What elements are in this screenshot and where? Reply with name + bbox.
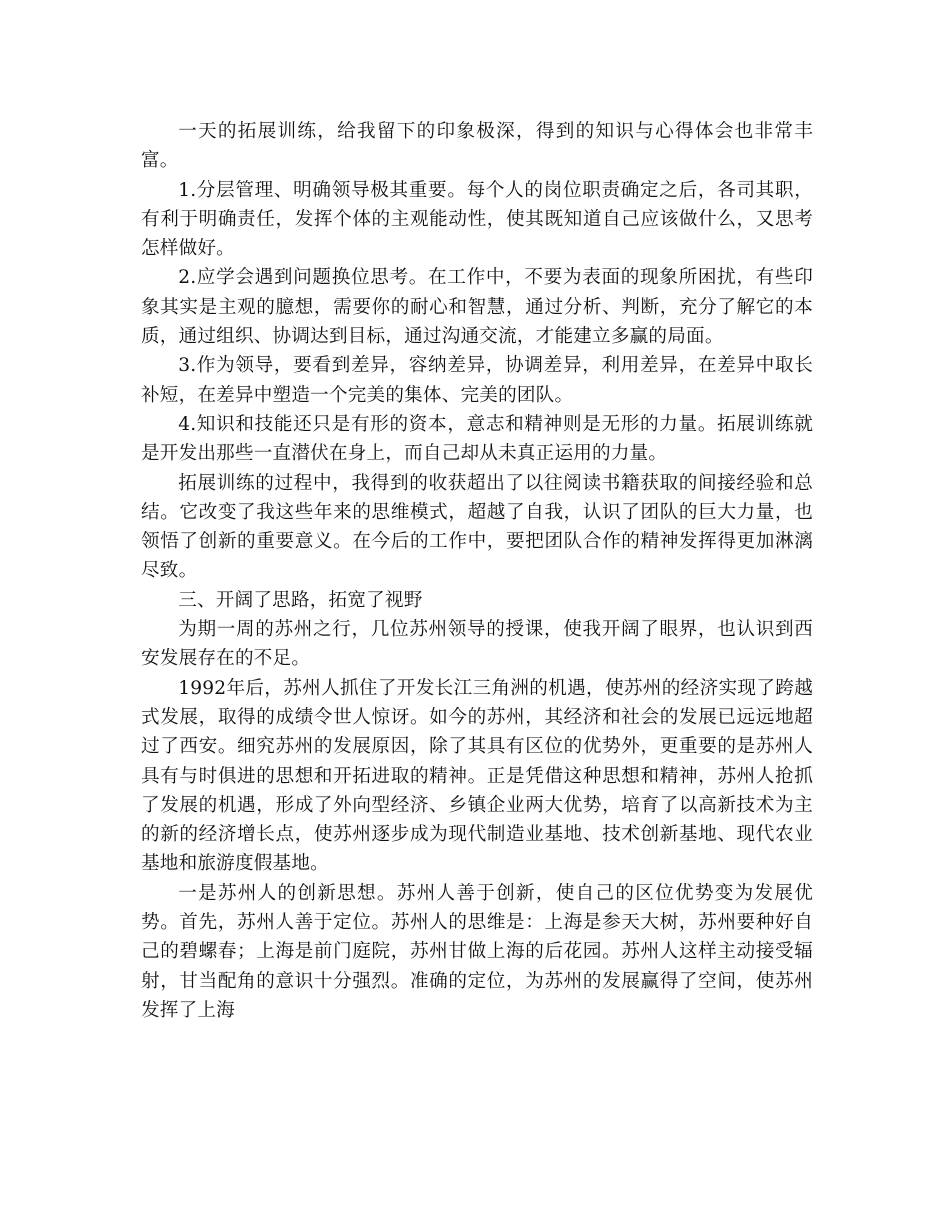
paragraph-point-1: 1.分层管理、明确领导极其重要。每个人的岗位职责确定之后，各司其职，有利于明确责任，发挥个体的主观能动性，使其既知道自己应该做什么，又思考怎样做好。 <box>141 179 813 260</box>
document-body <box>141 117 813 1025</box>
paragraph-point-2: 2.应学会遇到问题换位思考。在工作中，不要为表面的现象所困扰，有些印象其实是主观的臆想，需要你的耐心和智慧，通过分析、判断，充分了解它的本质，通过组织、协调达到目标，通过沟通交流，才能建立多赢的局面。 <box>141 267 813 348</box>
paragraph-summary: 拓展训练的过程中，我得到的收获超出了以往阅读书籍获取的间接经验和总结。它改变了我这些年来的思维模式，超越了自我，认识了团队的巨大力量，也领悟了创新的重要意义。在今后的工作中，要把团队合作的精神发挥得更加淋漓尽致。 <box>141 472 813 582</box>
paragraph-innovation: 一是苏州人的创新思想。苏州人善于创新，使自己的区位优势变为发展优势。首先，苏州人善于定位。苏州人的思维是：上海是参天大树，苏州要种好自己的碧螺春；上海是前门庭院，苏州甘做上海的后花园。苏州人这样主动接受辐射，甘当配角的意识十分强烈。准确的定位，为苏州的发展赢得了空间，使苏州发挥了上海 <box>141 882 813 1021</box>
paragraph-suzhou-trip: 为期一周的苏州之行，几位苏州领导的授课，使我开阔了眼界，也认识到西安发展存在的不足。 <box>141 619 813 670</box>
section-heading: 三、开阔了思路，拓宽了视野 <box>178 589 423 611</box>
paragraph-point-4: 4.知识和技能还只是有形的资本，意志和精神则是无形的力量。拓展训练就是开发出那些一直潜伏在身上，而自己却从未真正运用的力量。 <box>141 413 813 465</box>
paragraph-suzhou-development: 1992年后，苏州人抓住了开发长江三角洲的机遇，使苏州的经济实现了跨越式发展，取得的成绩令世人惊讶。如今的苏州，其经济和社会的发展已远远地超过了西安。细究苏州的发展原因，除了其具有区位的优势外，更重要的是苏州人具有与时俱进的思想和开拓进取的精神。正是凭借这种思想和精神，苏州人抢抓了发展的机遇，形成了外向型经济、乡镇企业两大优势，培育了以高新技术为主的新的经济增长点，使苏州逐步成为现代制造业基地、技术创新基地、现代农业基地和旅游度假基地。 <box>141 677 813 875</box>
paragraph-point-3: 3.作为领导，要看到差异，容纳差异，协调差异，利用差异，在差异中取长补短，在差异中塑造一个完美的集体、完美的团队。 <box>141 355 813 406</box>
paragraph-intro: 一天的拓展训练，给我留下的印象极深，得到的知识与心得体会也非常丰富。 <box>141 121 813 172</box>
